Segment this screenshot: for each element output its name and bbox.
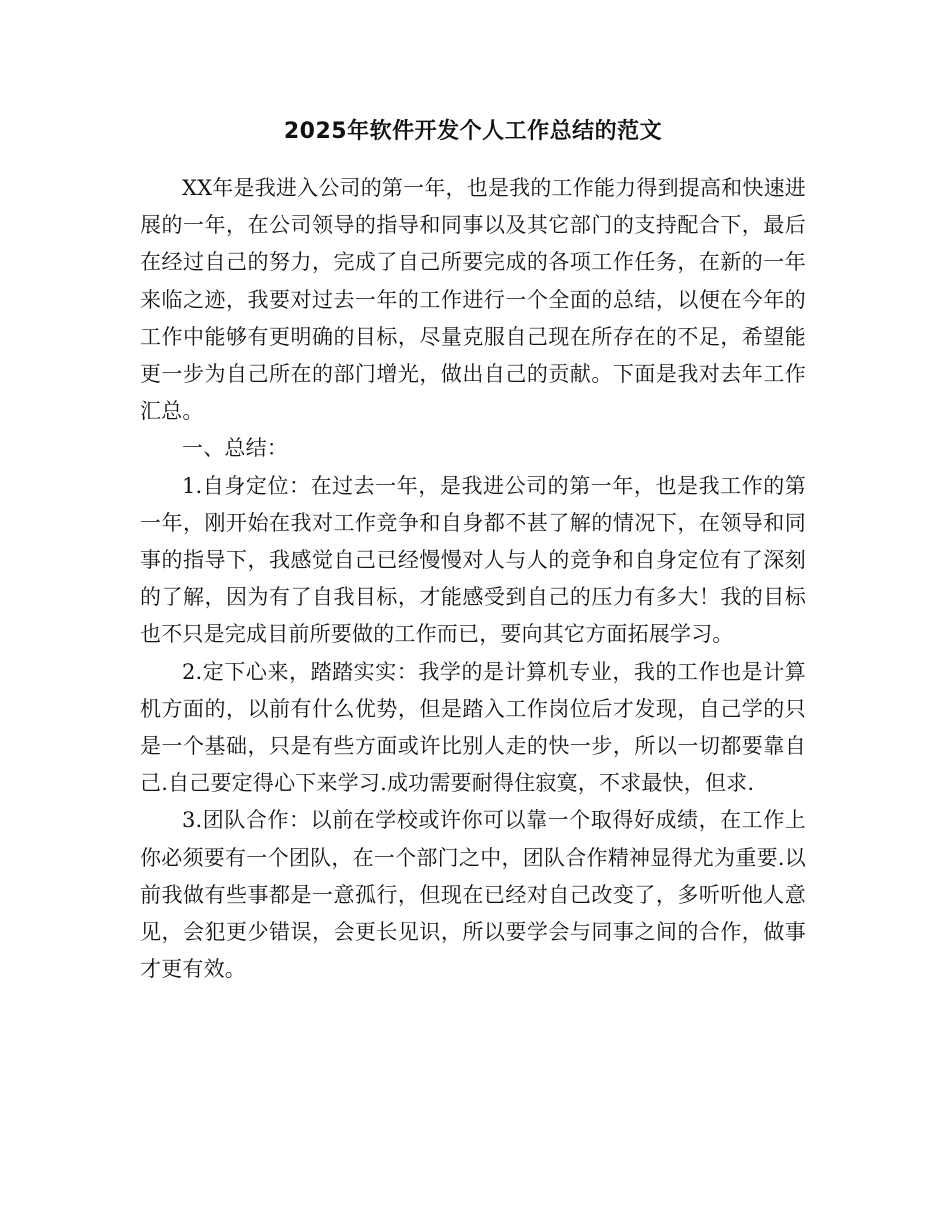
document-body bbox=[140, 112, 806, 988]
paragraph-teamwork: 3.团队合作：以前在学校或许你可以靠一个取得好成绩，在工作上你必须要有一个团队，在一个部门之中，团队合作精神显得尤为重要.以前我做有些事都是一意孤行，但现在已经对自己改变了，多听听他人意见，会犯更少错误，会更长见识，所以要学会与同事之间的合作，做事才更有效。 bbox=[140, 808, 806, 982]
intro-paragraph: XX年是我进入公司的第一年，也是我的工作能力得到提高和快速进展的一年，在公司领导的指导和同事以及其它部门的支持配合下，最后在经过自己的努力，完成了自己所要完成的各项工作任务，在新的一年来临之迹，我要对过去一年的工作进行一个全面的总结，以便在今年的工作中能够有更明确的目标，尽量克服自己现在所存在的不足，希望能更一步为自己所在的部门增光，做出自己的贡献。下面是我对去年工作汇总。 bbox=[140, 176, 806, 424]
document-title: 2025年软件开发个人工作总结的范文 bbox=[283, 119, 663, 144]
paragraph-self-positioning: 1.自身定位：在过去一年，是我进公司的第一年，也是我工作的第一年，刚开始在我对工作竞争和自身都不甚了解的情况下，在领导和同事的指导下，我感觉自己已经慢慢对人与人的竞争和自身定位有了深刻的了解，因为有了自我目标，才能感受到自己的压力有多大！我的目标也不只是完成目前所要做的工作而已，要向其它方面拓展学习。 bbox=[140, 473, 806, 647]
paragraph-settle-down: 2.定下心来，踏踏实实：我学的是计算机专业，我的工作也是计算机方面的，以前有什么优势，但是踏入工作岗位后才发现，自己学的只是一个基础，只是有些方面或许比别人走的快一步，所以一切都要靠自己.自己要定得心下来学习.成功需要耐得住寂寞，不求最快，但求. bbox=[140, 659, 806, 796]
section-heading-summary: 一、总结： bbox=[182, 436, 288, 461]
